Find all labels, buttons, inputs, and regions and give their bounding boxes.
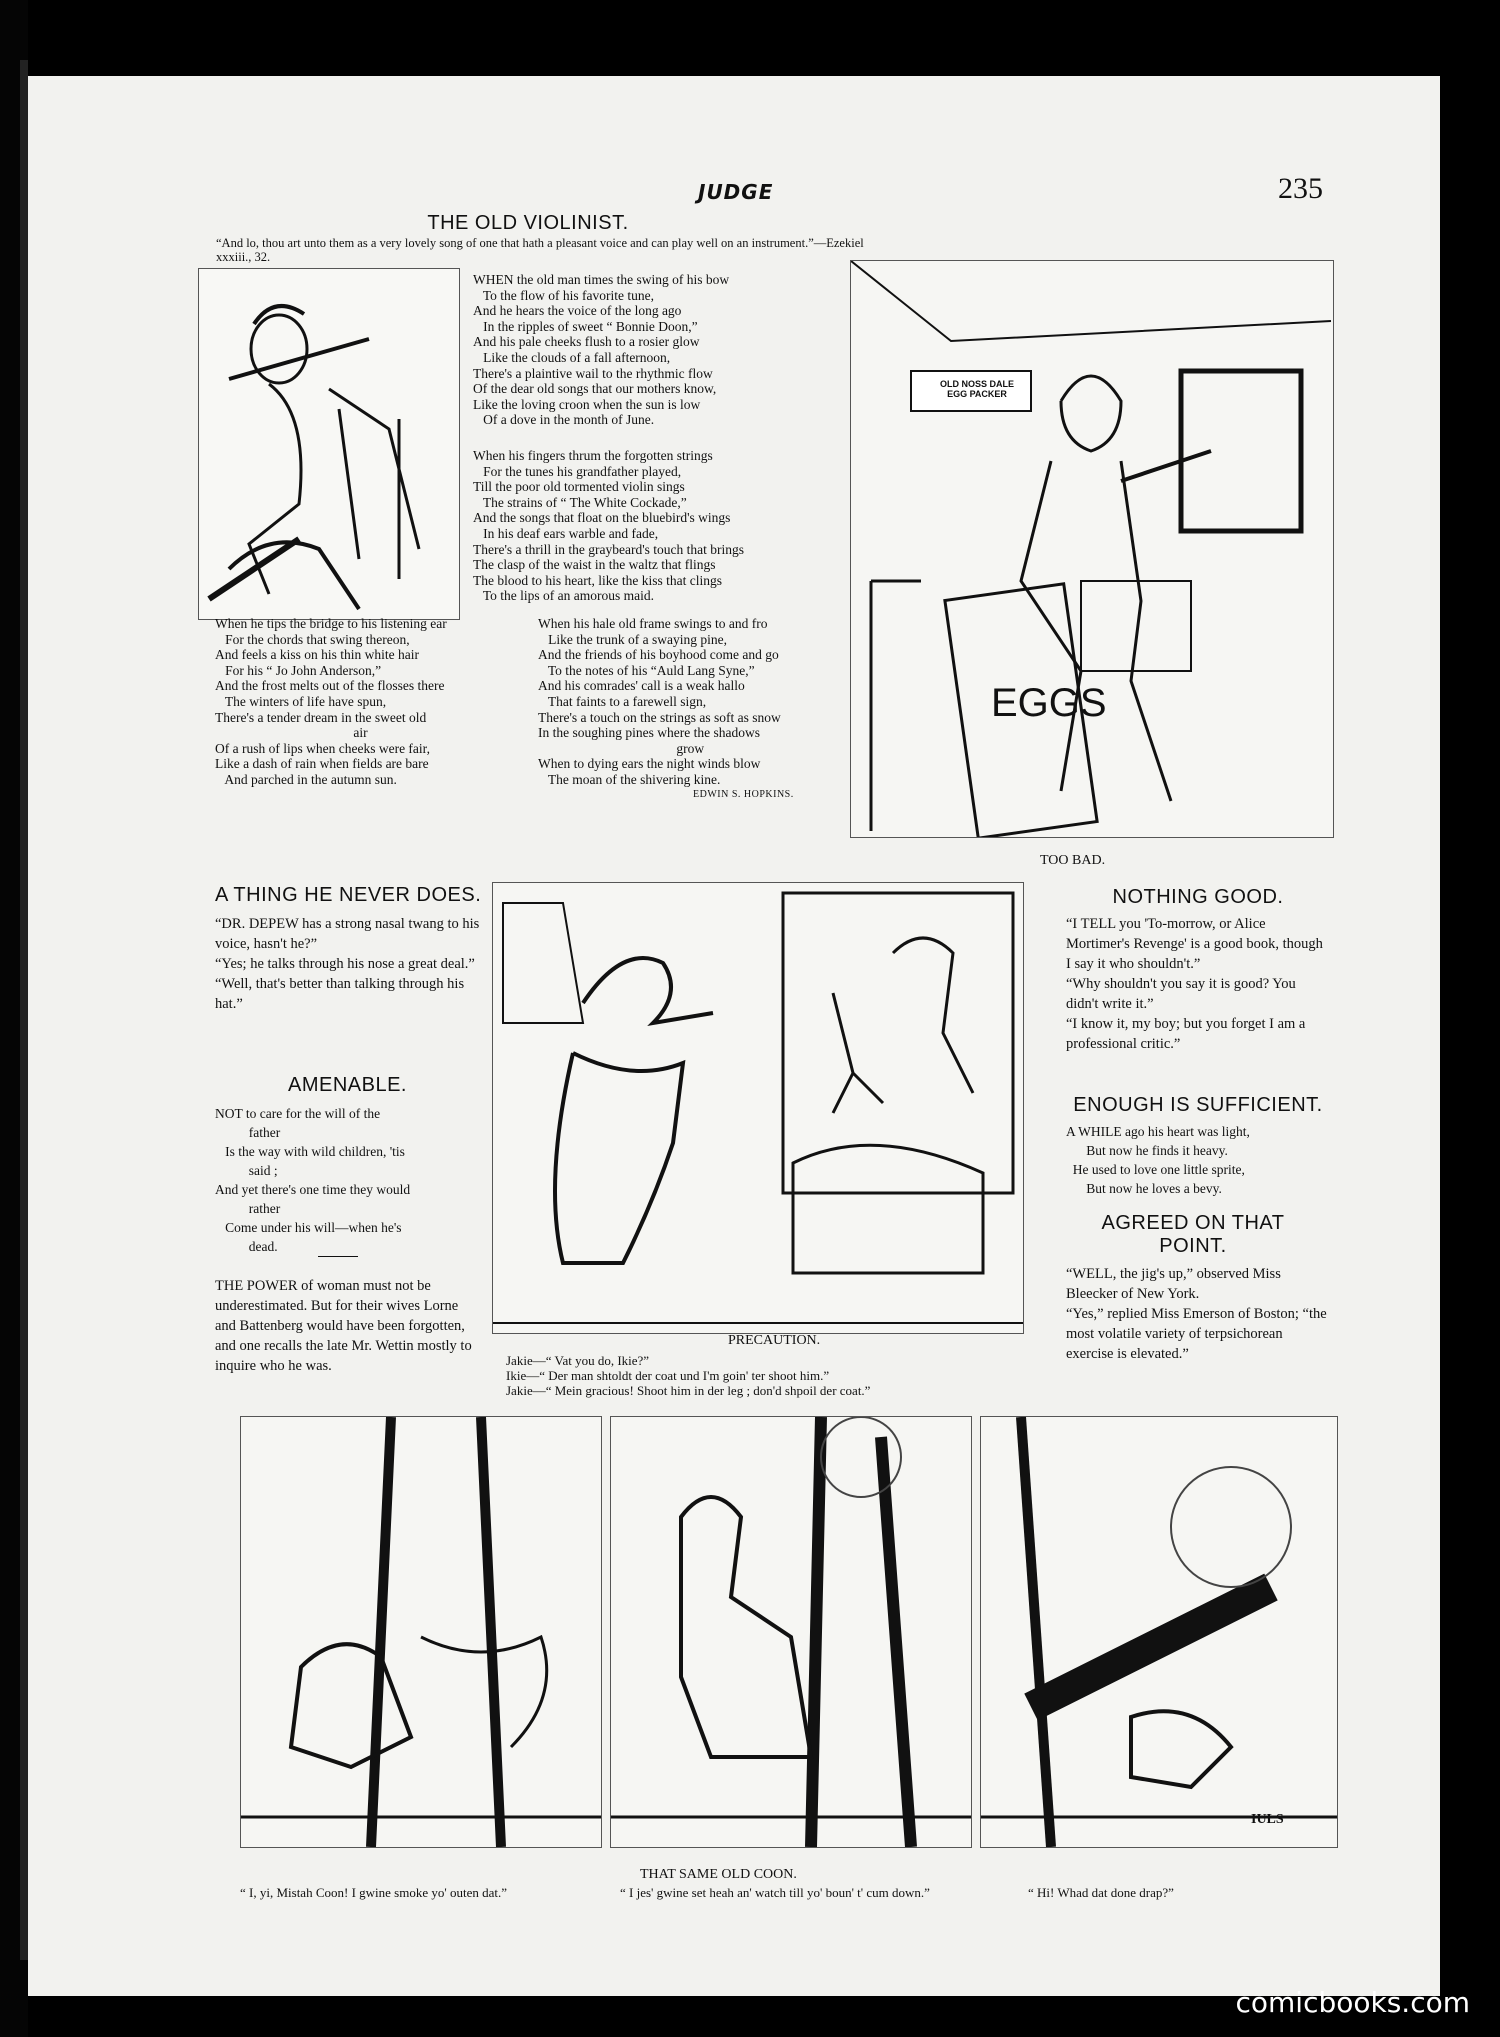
violinist-author: EDWIN S. HOPKINS. xyxy=(693,789,794,800)
coon-caption-2: “ I jes' gwine set heah an' watch till yo' boun' t' cum down.” xyxy=(620,1885,930,1900)
violinist-stanza-3: When he tips the bridge to his listening ear For the chords that swing thereon, And feels a kiss on his thin white hair For his “ Jo John Anderson,” And the frost melts out of the flosses there The winters of life have spun, There's a tender dream in the sweet old air Of a rush of lips when cheeks were fair, Like a dash of rain when fields are bare And parched in the autumn sun. xyxy=(215,616,447,787)
precaution-line-1: Jakie—“ Vat you do, Ikie?” xyxy=(506,1353,650,1368)
coon-panel-2-drawing xyxy=(611,1417,971,1847)
thing-never-does-text: “DR. DEPEW has a strong nasal twang to his voice, hasn't he?” “Yes; he talks through his nose a great deal.” “Well, that's better than talking through his hat.” xyxy=(215,916,480,1012)
too-bad-illustration xyxy=(850,260,1334,838)
precaution-caption: PRECAUTION. xyxy=(728,1333,821,1348)
coon-caption-3: “ Hi! Whad dat done drap?” xyxy=(1028,1885,1174,1900)
violinist-epigraph: “And lo, thou art unto them as a very lovely song of one that hath a pleasant voice and can play well on an instrument.”—Ezekiel xxxiii., 32. xyxy=(216,236,864,264)
coon-panel-1 xyxy=(240,1416,602,1848)
nothing-good-text: “I TELL you 'To-morrow, or Alice Mortimer's Revenge' is a good book, though I say it who shouldn't.” “Why shouldn't you say it is good? You didn't write it.” “I know it, my boy; but you forget I am a professional critic.” xyxy=(1066,916,1323,1052)
page-number: 235 xyxy=(1278,172,1323,205)
precaution-line-3: Jakie—“ Mein gracious! Shoot him in der leg ; don'd shpoil der coat.” xyxy=(506,1383,871,1398)
too-bad-caption: TOO BAD. xyxy=(1040,853,1106,868)
precaution-drawing xyxy=(493,883,1023,1333)
artist-signature: IULS xyxy=(1251,1812,1284,1827)
binding-edge xyxy=(20,60,28,1960)
site-watermark: comicbooks.com xyxy=(1235,1986,1470,2019)
precaution-line-2: Ikie—“ Der man shtoldt der coat und I'm goin' ter shoot him.” xyxy=(506,1368,830,1383)
magazine-page xyxy=(28,76,1440,1996)
enough-title: ENOUGH IS SUFFICIENT. xyxy=(1073,1094,1323,1116)
violinist-illustration xyxy=(198,268,460,620)
precaution-illustration xyxy=(492,882,1024,1334)
section-divider xyxy=(318,1256,358,1257)
egg-crate-label: EGGS xyxy=(991,681,1107,725)
coon-caption-1: “ I, yi, Mistah Coon! I gwine smoke yo' outen dat.” xyxy=(240,1885,507,1900)
coon-panel-2 xyxy=(610,1416,972,1848)
coon-panel-1-drawing xyxy=(241,1417,601,1847)
coon-panel-3 xyxy=(980,1416,1338,1848)
violinist-drawing xyxy=(199,269,459,619)
agreed-title: AGREED ON THAT POINT. xyxy=(1101,1212,1285,1257)
violinist-stanza-4: When his hale old frame swings to and fro Like the trunk of a swaying pine, And the friends of his boyhood come and go To the notes of his “Auld Lang Syne,” And his comrades' call is a weak hallo That faints to a farewell sign, There's a touch on the strings as soft as snow In the soughing pines where the shadows grow When to dying ears the night winds blow The moan of the shivering kine. xyxy=(538,616,781,787)
coon-title: THAT SAME OLD COON. xyxy=(640,1867,797,1882)
magazine-title: JUDGE xyxy=(698,180,774,204)
violinist-stanza-2: When his fingers thrum the forgotten strings For the tunes his grandfather played, Till the poor old tormented violin sings The strains of “ The White Cockade,” And the songs that float on the bluebird's wings In his deaf ears warble and fade, There's a thrill in the graybeard's touch that brings The clasp of the waist in the waltz that flings The blood to his heart, like the kiss that clings To the lips of an amorous maid. xyxy=(473,448,745,604)
thing-never-does-title: A THING HE NEVER DOES. xyxy=(215,884,482,906)
violinist-stanza-1: WHEN the old man times the swing of his bow To the flow of his favorite tune, And he hears the voice of the long ago In the ripples of sweet “ Bonnie Doon,” And his pale cheeks flush to a rosier glow Like the clouds of a fall afternoon, There's a plaintive wail to the rhythmic flow Of the dear old songs that our mothers know, Like the loving croon when the sun is low Of a dove in the month of June. xyxy=(473,272,730,428)
agreed-text: “WELL, the jig's up,” observed Miss Bleecker of New York. “Yes,” replied Miss Emerson of Boston; “the most volatile variety of terpsichorean exercise is elevated.” xyxy=(1066,1266,1327,1362)
nothing-good-title: NOTHING GOOD. xyxy=(1112,886,1284,908)
amenable-text: NOT to care for the will of the father Is the way with wild children, 'tis said ; And yet there's one time they would rather Come under his will—when he's dead. xyxy=(215,1106,411,1254)
enough-text: A WHILE ago his heart was light, But now he finds it heavy. He used to love one little sprite, But now he loves a bevy. xyxy=(1066,1124,1250,1196)
violinist-title: THE OLD VIOLINIST. xyxy=(427,212,629,234)
coon-panel-3-drawing xyxy=(981,1417,1337,1847)
amenable-title: AMENABLE. xyxy=(288,1074,407,1096)
egg-packer-drawing xyxy=(851,261,1333,837)
power-of-woman-text: THE POWER of woman must not be underestimated. But for their wives Lorne and Battenberg would have been forgotten, and one recalls the late Mr. Wettin mostly to inquire who he was. xyxy=(215,1278,472,1374)
egg-packer-sign: OLD NOSS DALE EGG PACKER xyxy=(939,379,1014,399)
